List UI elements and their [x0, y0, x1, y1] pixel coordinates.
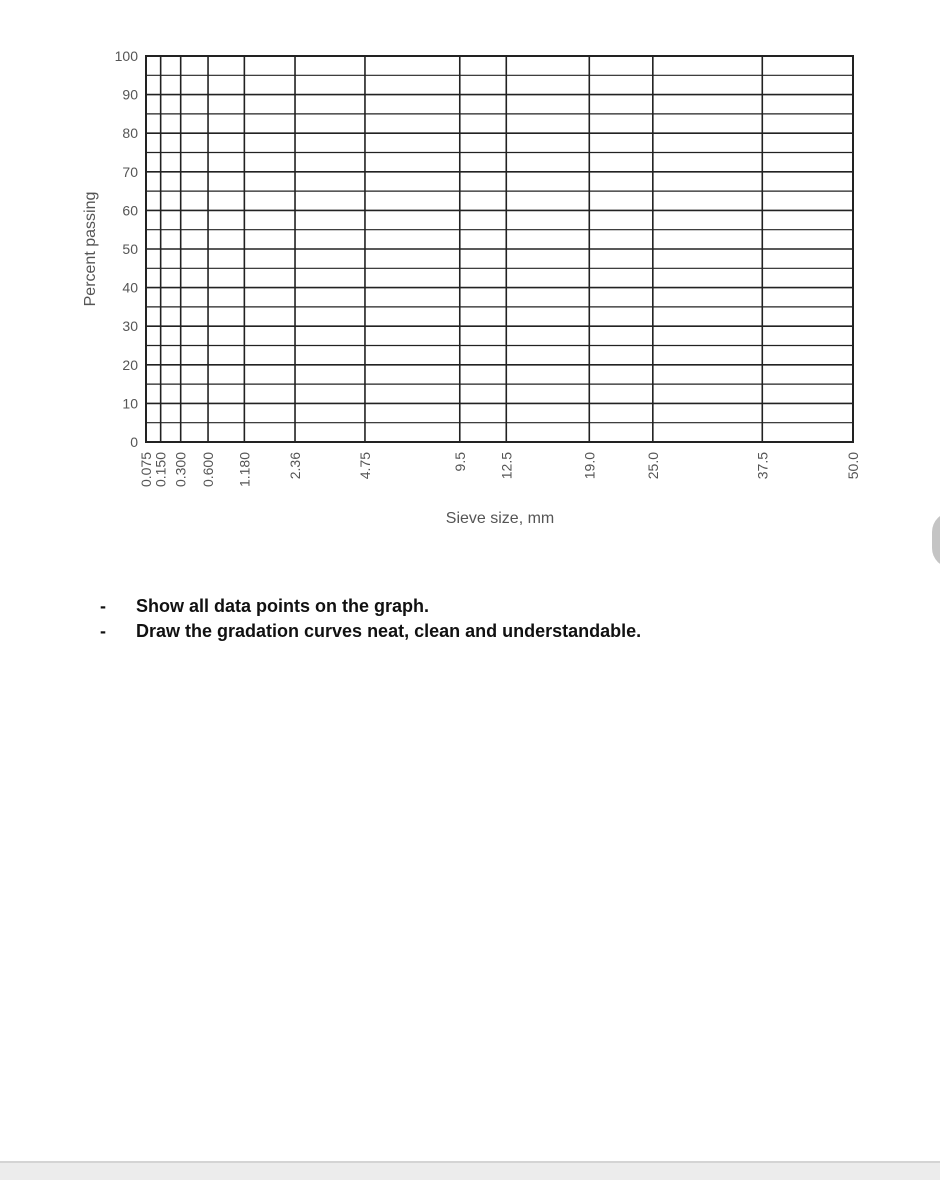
chart-grid	[146, 56, 853, 442]
x-tick-label: 50.0	[845, 452, 861, 480]
bottom-bar	[0, 1161, 940, 1180]
y-tick-label: 0	[130, 434, 138, 450]
x-tick-labels	[138, 452, 861, 487]
y-tick-label: 20	[122, 356, 138, 373]
instruction-text: Draw the gradation curves neat, clean and understandable.	[136, 621, 642, 641]
instruction-item	[100, 619, 641, 644]
x-tick-label: 37.5	[754, 452, 771, 480]
x-tick-label: 4.75	[356, 452, 373, 480]
x-tick-label: 25.0	[644, 452, 661, 480]
instruction-text: Show all data points on the graph.	[136, 596, 430, 616]
y-tick-label: 80	[122, 125, 138, 142]
y-tick-label: 50	[122, 241, 138, 257]
x-tick-label: 19.0	[581, 452, 598, 480]
y-tick-label: 60	[122, 202, 138, 219]
y-tick-labels	[115, 48, 139, 450]
x-tick-label: 0.150	[152, 452, 169, 488]
x-tick-label: 1.180	[236, 452, 253, 488]
bullet-dash: -	[100, 596, 106, 616]
instruction-list	[100, 594, 641, 644]
x-tick-label: 12.5	[498, 452, 515, 480]
y-tick-label: 40	[122, 279, 138, 296]
instruction-item	[100, 594, 641, 619]
y-tick-label: 90	[122, 86, 138, 103]
x-tick-label: 2.36	[287, 452, 304, 480]
x-axis-title: Sieve size, mm	[445, 510, 555, 527]
x-tick-label: 0.600	[200, 452, 217, 488]
y-tick-label: 100	[114, 48, 138, 64]
y-axis-title: Percent passing	[82, 191, 99, 307]
y-tick-label: 70	[122, 163, 138, 180]
x-tick-label: 0.075	[138, 452, 154, 488]
x-tick-label: 9.5	[451, 452, 468, 472]
gradation-chart	[0, 0, 940, 560]
y-tick-label: 10	[122, 395, 138, 412]
x-tick-label: 0.300	[172, 452, 189, 488]
y-tick-label: 30	[122, 318, 138, 335]
bullet-dash: -	[100, 621, 106, 641]
